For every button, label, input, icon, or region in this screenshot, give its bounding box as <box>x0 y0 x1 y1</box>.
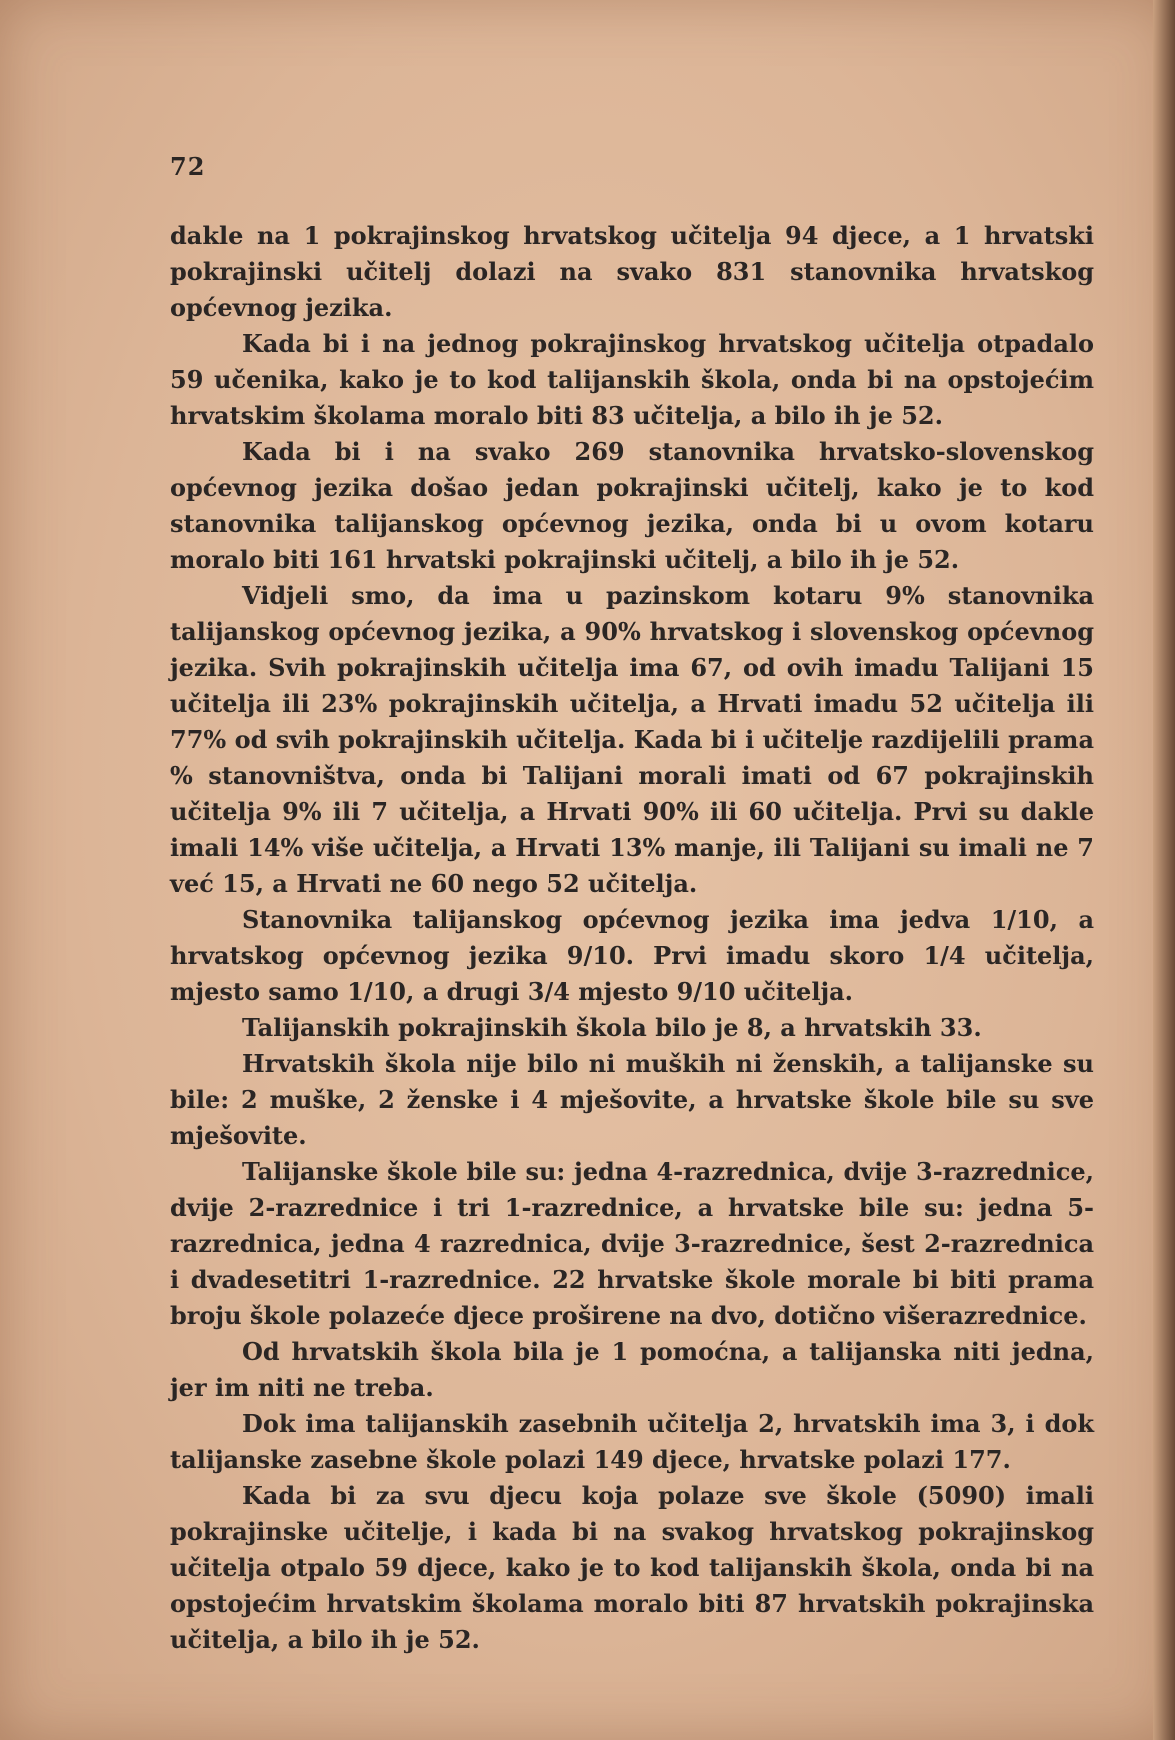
paragraph: Od hrvatskih škola bila je 1 pomoćna, a talijanska niti jedna, jer im niti ne treba. <box>170 1337 1094 1402</box>
page-number: 72 <box>170 152 206 181</box>
page-edge-shadow <box>1153 0 1175 1740</box>
paragraph: Vidjeli smo, da ima u pazinskom kotaru 9% stanovnika talijanskog općevnog jezika, a 90% hrvatskog i slovenskog općevnog jezika. Svih pokrajinskih učitelja ima 67, od ovih imadu Talijani 15 učitelja ili 23% pokrajinskih učitelja, a Hrvati imadu 52 učitelja ili 77% od svih pokrajinskih učitelja. Kada bi i učitelje razdijelili prama % stanovništva, onda bi Talijani morali imati od 67 pokrajinskih učitelja 9% ili 7 učitelja, a Hrvati 90% ili 60 učitelja. Prvi su dakle imali 14% više učitelja, a Hrvati 13% manje, ili Talijani su imali ne 7 već 15, a Hrvati ne 60 nego 52 učitelja. <box>170 581 1094 898</box>
paragraph: Kada bi za svu djecu koja polaze sve škole (5090) imali pokrajinske učitelje, i kada bi na svakog hrvatskog pokrajinskog učitelja otpalo 59 djece, kako je to kod talijanskih škola, onda bi na opstojećim hrvatskim školama moralo biti 87 hrvatskih pokrajinska učitelja, a bilo ih je 52. <box>170 1481 1094 1654</box>
paragraph: Kada bi i na jednog pokrajinskog hrvatskog učitelja otpadalo 59 učenika, kako je to kod talijanskih škola, onda bi na opstojećim hrvatskim školama moralo biti 83 učitelja, a bilo ih je 52. <box>170 329 1094 430</box>
paragraph: Stanovnika talijanskog općevnog jezika ima jedva 1/10, a hrvatskog općevnog jezika 9/10. Prvi imadu skoro 1/4 učitelja, mjesto samo 1/10, a drugi 3/4 mjesto 9/10 učitelja. <box>170 905 1094 1006</box>
paragraph: Hrvatskih škola nije bilo ni muških ni ženskih, a talijanske su bile: 2 muške, 2 ženske i 4 mješovite, a hrvatske škole bile su sve mješovite. <box>170 1049 1094 1150</box>
body-text <box>170 218 1094 1658</box>
paragraph: dakle na 1 pokrajinskog hrvatskog učitelja 94 djece, a 1 hrvatski pokrajinski učitelj dolazi na svako 831 stanovnika hrvatskog općevnog jezika. <box>170 221 1094 322</box>
paragraph: Talijanskih pokrajinskih škola bilo je 8, a hrvatskih 33. <box>242 1013 982 1042</box>
paragraph: Dok ima talijanskih zasebnih učitelja 2, hrvatskih ima 3, i dok talijanske zasebne škole polazi 149 djece, hrvatske polazi 177. <box>170 1409 1094 1474</box>
paragraph: Talijanske škole bile su: jedna 4-razrednica, dvije 3-razrednice, dvije 2-razrednice i tri 1-razrednice, a hrvatske bile su: jedna 5-razrednica, jedna 4 razrednica, dvije 3-razrednice, šest 2-razrednica i dvadesetitri 1-razrednice. 22 hrvatske škole morale bi biti prama broju škole polazeće djece proširene na dvo, dotično višerazrednice. <box>170 1157 1094 1330</box>
paragraph: Kada bi i na svako 269 stanovnika hrvatsko-slovenskog općevnog jezika došao jedan pokrajinski učitelj, kako je to kod stanovnika talijanskog općevnog jezika, onda bi u ovom kotaru moralo biti 161 hrvatski pokrajinski učitelj, a bilo ih je 52. <box>170 437 1094 574</box>
